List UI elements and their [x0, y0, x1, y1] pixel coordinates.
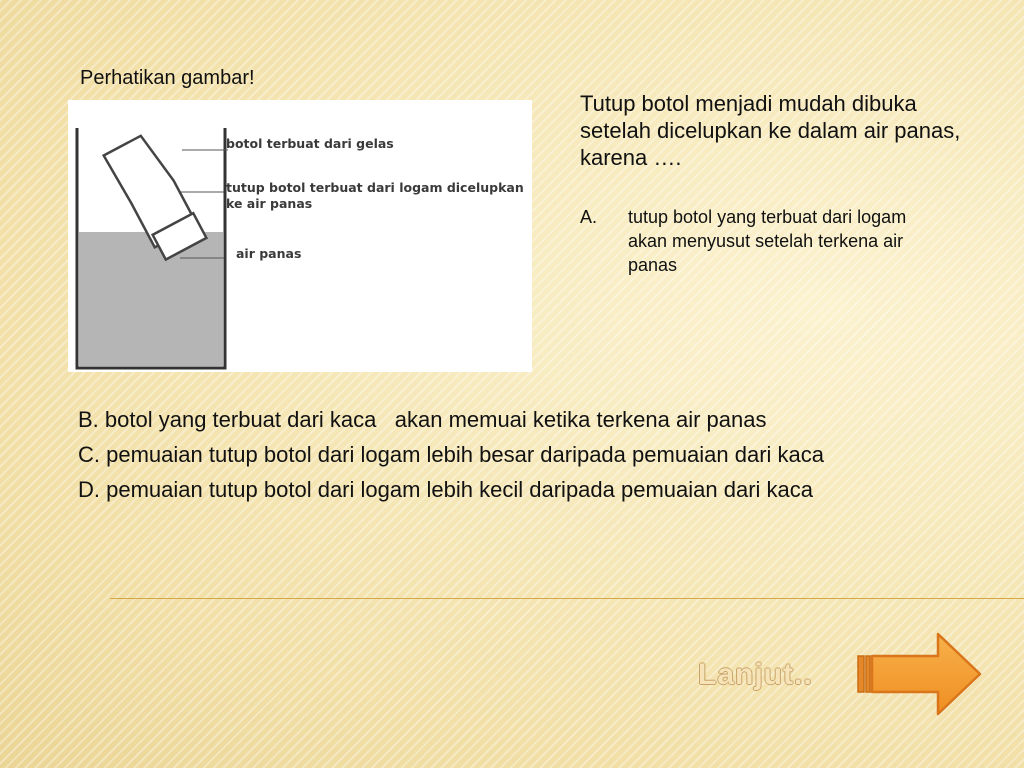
divider-line [110, 598, 1024, 599]
label-cap-line1: tutup botol terbuat dari logam dicelupkan [226, 180, 524, 195]
hot-water-fill [79, 232, 223, 366]
option-a-letter: A. [580, 207, 598, 227]
label-water: air panas [236, 246, 302, 261]
next-arrow-button[interactable] [856, 630, 984, 718]
option-b: B. botol yang terbuat dari kaca akan memuai ketika terkena air panas [78, 407, 767, 432]
slide-heading: Perhatikan gambar! [80, 67, 255, 89]
label-cap-line2: ke air panas [226, 196, 313, 211]
question-text: Tutup botol menjadi mudah dibuka setelah dicelupkan ke dalam air panas, karena …. [580, 91, 961, 170]
option-d: D. pemuaian tutup botol dari logam lebih kecil daripada pemuaian dari kaca [78, 477, 814, 502]
arrow-right-icon[interactable] [872, 634, 980, 714]
label-bottle: botol terbuat dari gelas [226, 136, 394, 151]
options-list [78, 402, 998, 507]
option-c: C. pemuaian tutup botol dari logam lebih besar daripada pemuaian dari kaca [78, 442, 825, 467]
bottle-figure [68, 100, 532, 372]
next-link[interactable]: Lanjut.. [698, 658, 813, 691]
option-a-text: tutup botol yang terbuat dari logam akan menyusut setelah terkena air panas [628, 207, 907, 275]
